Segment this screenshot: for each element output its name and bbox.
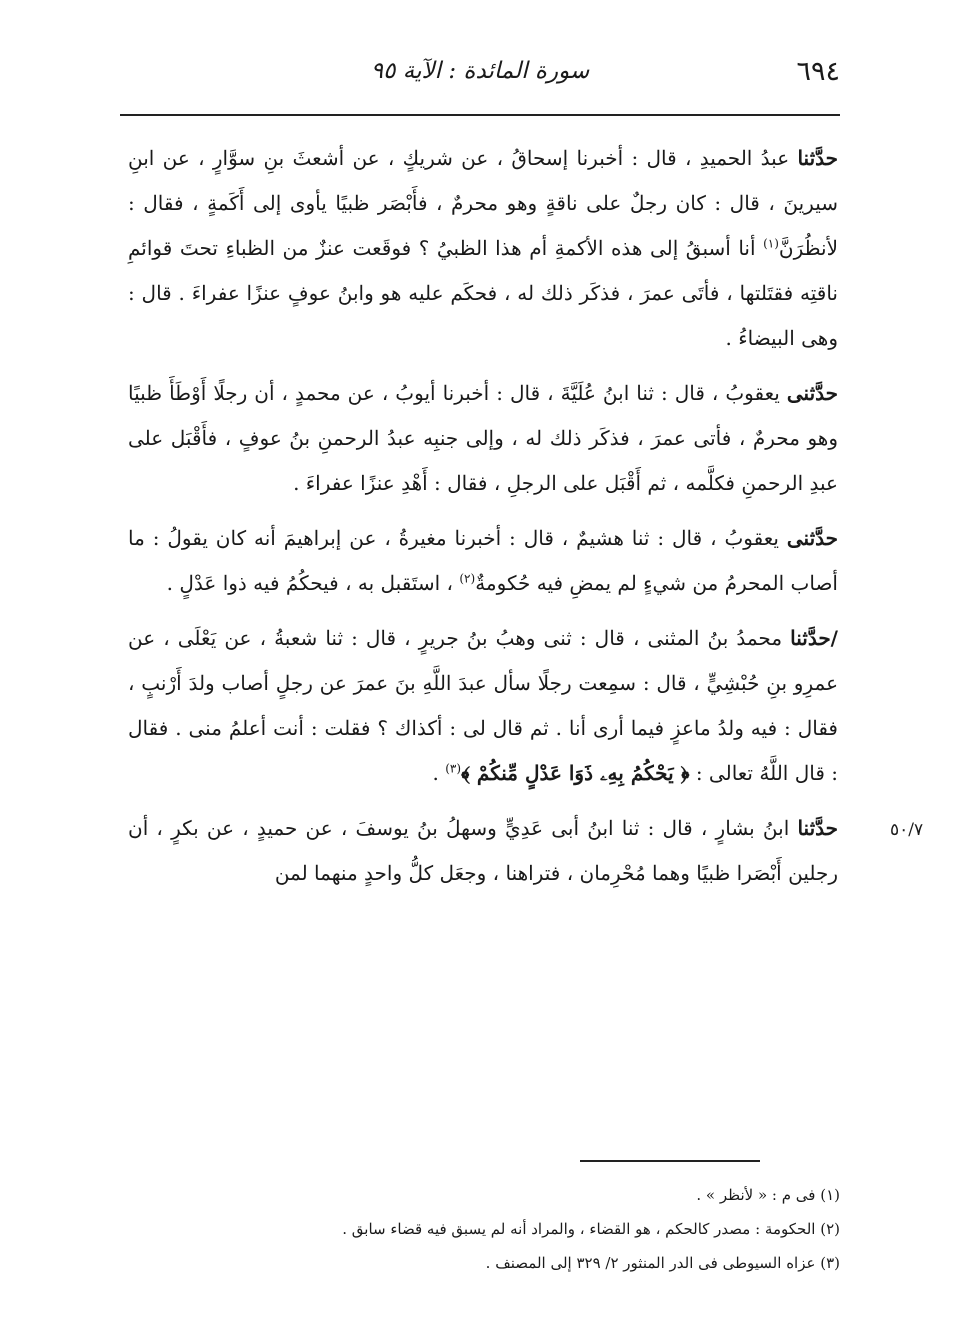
paragraph-text-continued: أنا أسبقُ إلى هذه الأكمةِ أم هذا الظبيُ ؟ فوقَعت عنزٌ من الظباءِ تحتَ قوائمِ ناقتِه فقتَلتها ، فأتَى عمرَ ، فذكَر ذلك له ، فحكَم عليه هو وابنُ عوفٍ عنزًا عفراءَ . قال : وهى البيضاءُ . (128, 236, 838, 350)
page-header (120, 52, 840, 102)
footnote-rule (580, 1160, 760, 1162)
paragraph-lead: حدَّثنا (797, 816, 839, 840)
footnote-3: (٣) عزاه السيوطى فى الدر المنثور ٢/ ٣٢٩ إلى المصنف . (485, 1254, 840, 1272)
margin-note: ٥٠/٧ (890, 820, 924, 840)
paragraph-2 (128, 371, 838, 506)
footnote-1: (١) فى م : « لأنظر » . (696, 1186, 840, 1204)
page-number: ٦٩٤ (796, 56, 840, 87)
footnote-2: (٢) الحكومة : مصدر كالحكم ، هو القضاء ، والمراد أنه لم يسبق فيه قضاء سابق . (342, 1220, 840, 1238)
paragraph-text: ابنُ بشارٍ ، قال : ثنا ابنُ أبى عَدِيٍّ وسهلُ بنُ يوسفَ ، عن حميدٍ ، عن بكرٍ ، أن رجلين أَبْصَرا ظبيًا وهما مُحْرِمان ، فتراهنا ، وجعَل كلُّ واحدٍ منهما لمن (128, 816, 838, 885)
paragraph-text: محمدُ بنُ المثنى ، قال : ثنى وهبُ بنُ جريرٍ ، قال : ثنا شعبةُ ، عن يَعْلَى ، عن عمرِو بنِ حُبْشِيٍّ ، قال : سمِعت رجلًا سأل عبدَ اللَّهِ بنَ عمرَ عن رجلٍ أصاب ولدَ أَرْنبٍ ، فقال : فيه ولدُ ماعزٍ فيما أرى أنا . ثم قال لى : أكذاك ؟ فقلت : أنت أعلمُ منى . فقال : قال اللَّهُ تعالى : (128, 626, 839, 785)
footnote-ref: (٣) (445, 761, 462, 776)
paragraph-text-continued: ، استَقبل به ، فيحكُمُ فيه ذوا عَدْلٍ . (166, 571, 453, 595)
running-head: سورة المائدة : الآية ٩٥ (370, 58, 590, 84)
paragraph-text: يعقوبُ ، قال : ثنا ابنُ عُلَيَّةَ ، قال : أخبرنا أيوبُ ، عن محمدٍ ، أن رجلًا أَوْطَأَ ظبيًا وهو محرمٌ ، فأتى عمرَ ، فذكَر ذلك له ، وإلى جنبِه عبدُ الرحمنِ بنُ عوفٍ ، فأَقْبَل على عبدِ الرحمنِ فكلَّمه ، ثم أَقْبَل على الرجلِ ، فقال : أَهْدِ عنزًا عفراءَ . (128, 381, 838, 495)
paragraph-text-continued: . (432, 761, 439, 785)
paragraph-4 (128, 616, 838, 796)
header-rule (120, 114, 840, 116)
paragraph-lead: /حدَّثنا (790, 626, 838, 650)
paragraph-1 (128, 136, 838, 361)
paragraph-3 (128, 516, 838, 606)
quran-quote: ﴿ يَحْكُمُ بِهِۦ ذَوَا عَدْلٍ مِّنكُمْ ﴾ (461, 761, 690, 785)
paragraph-text: عبدُ الحميدِ ، قال : أخبرنا إسحاقُ ، عن شريكٍ ، عن أشعثَ بنِ سوَّارٍ ، عن ابنِ سيرينَ ، قال : كان رجلٌ على ناقةٍ وهو محرمٌ ، فأَبْصَر ظبيًا يأوى إلى أَكَمةٍ ، فقال : لأنظُرَنَّ (128, 146, 839, 260)
footnote-ref: (٢) (459, 571, 476, 586)
footnotes (300, 1178, 840, 1280)
footnote-ref: (١) (763, 236, 779, 251)
paragraph-lead: حدَّثنا (797, 146, 838, 170)
paragraph-lead: حدَّثنى (786, 381, 839, 405)
body-text (128, 136, 838, 896)
paragraph-text: يعقوبُ ، قال : ثنا هشيمٌ ، قال : أخبرنا مغيرةُ ، عن إبراهيمَ أنه كان يقولُ : ما أصاب المحرمُ من شيءٍ لم يمضِ فيه حُكومةٌ (128, 526, 838, 595)
paragraph-5 (128, 806, 838, 896)
paragraph-lead: حدَّثنى (786, 526, 838, 550)
